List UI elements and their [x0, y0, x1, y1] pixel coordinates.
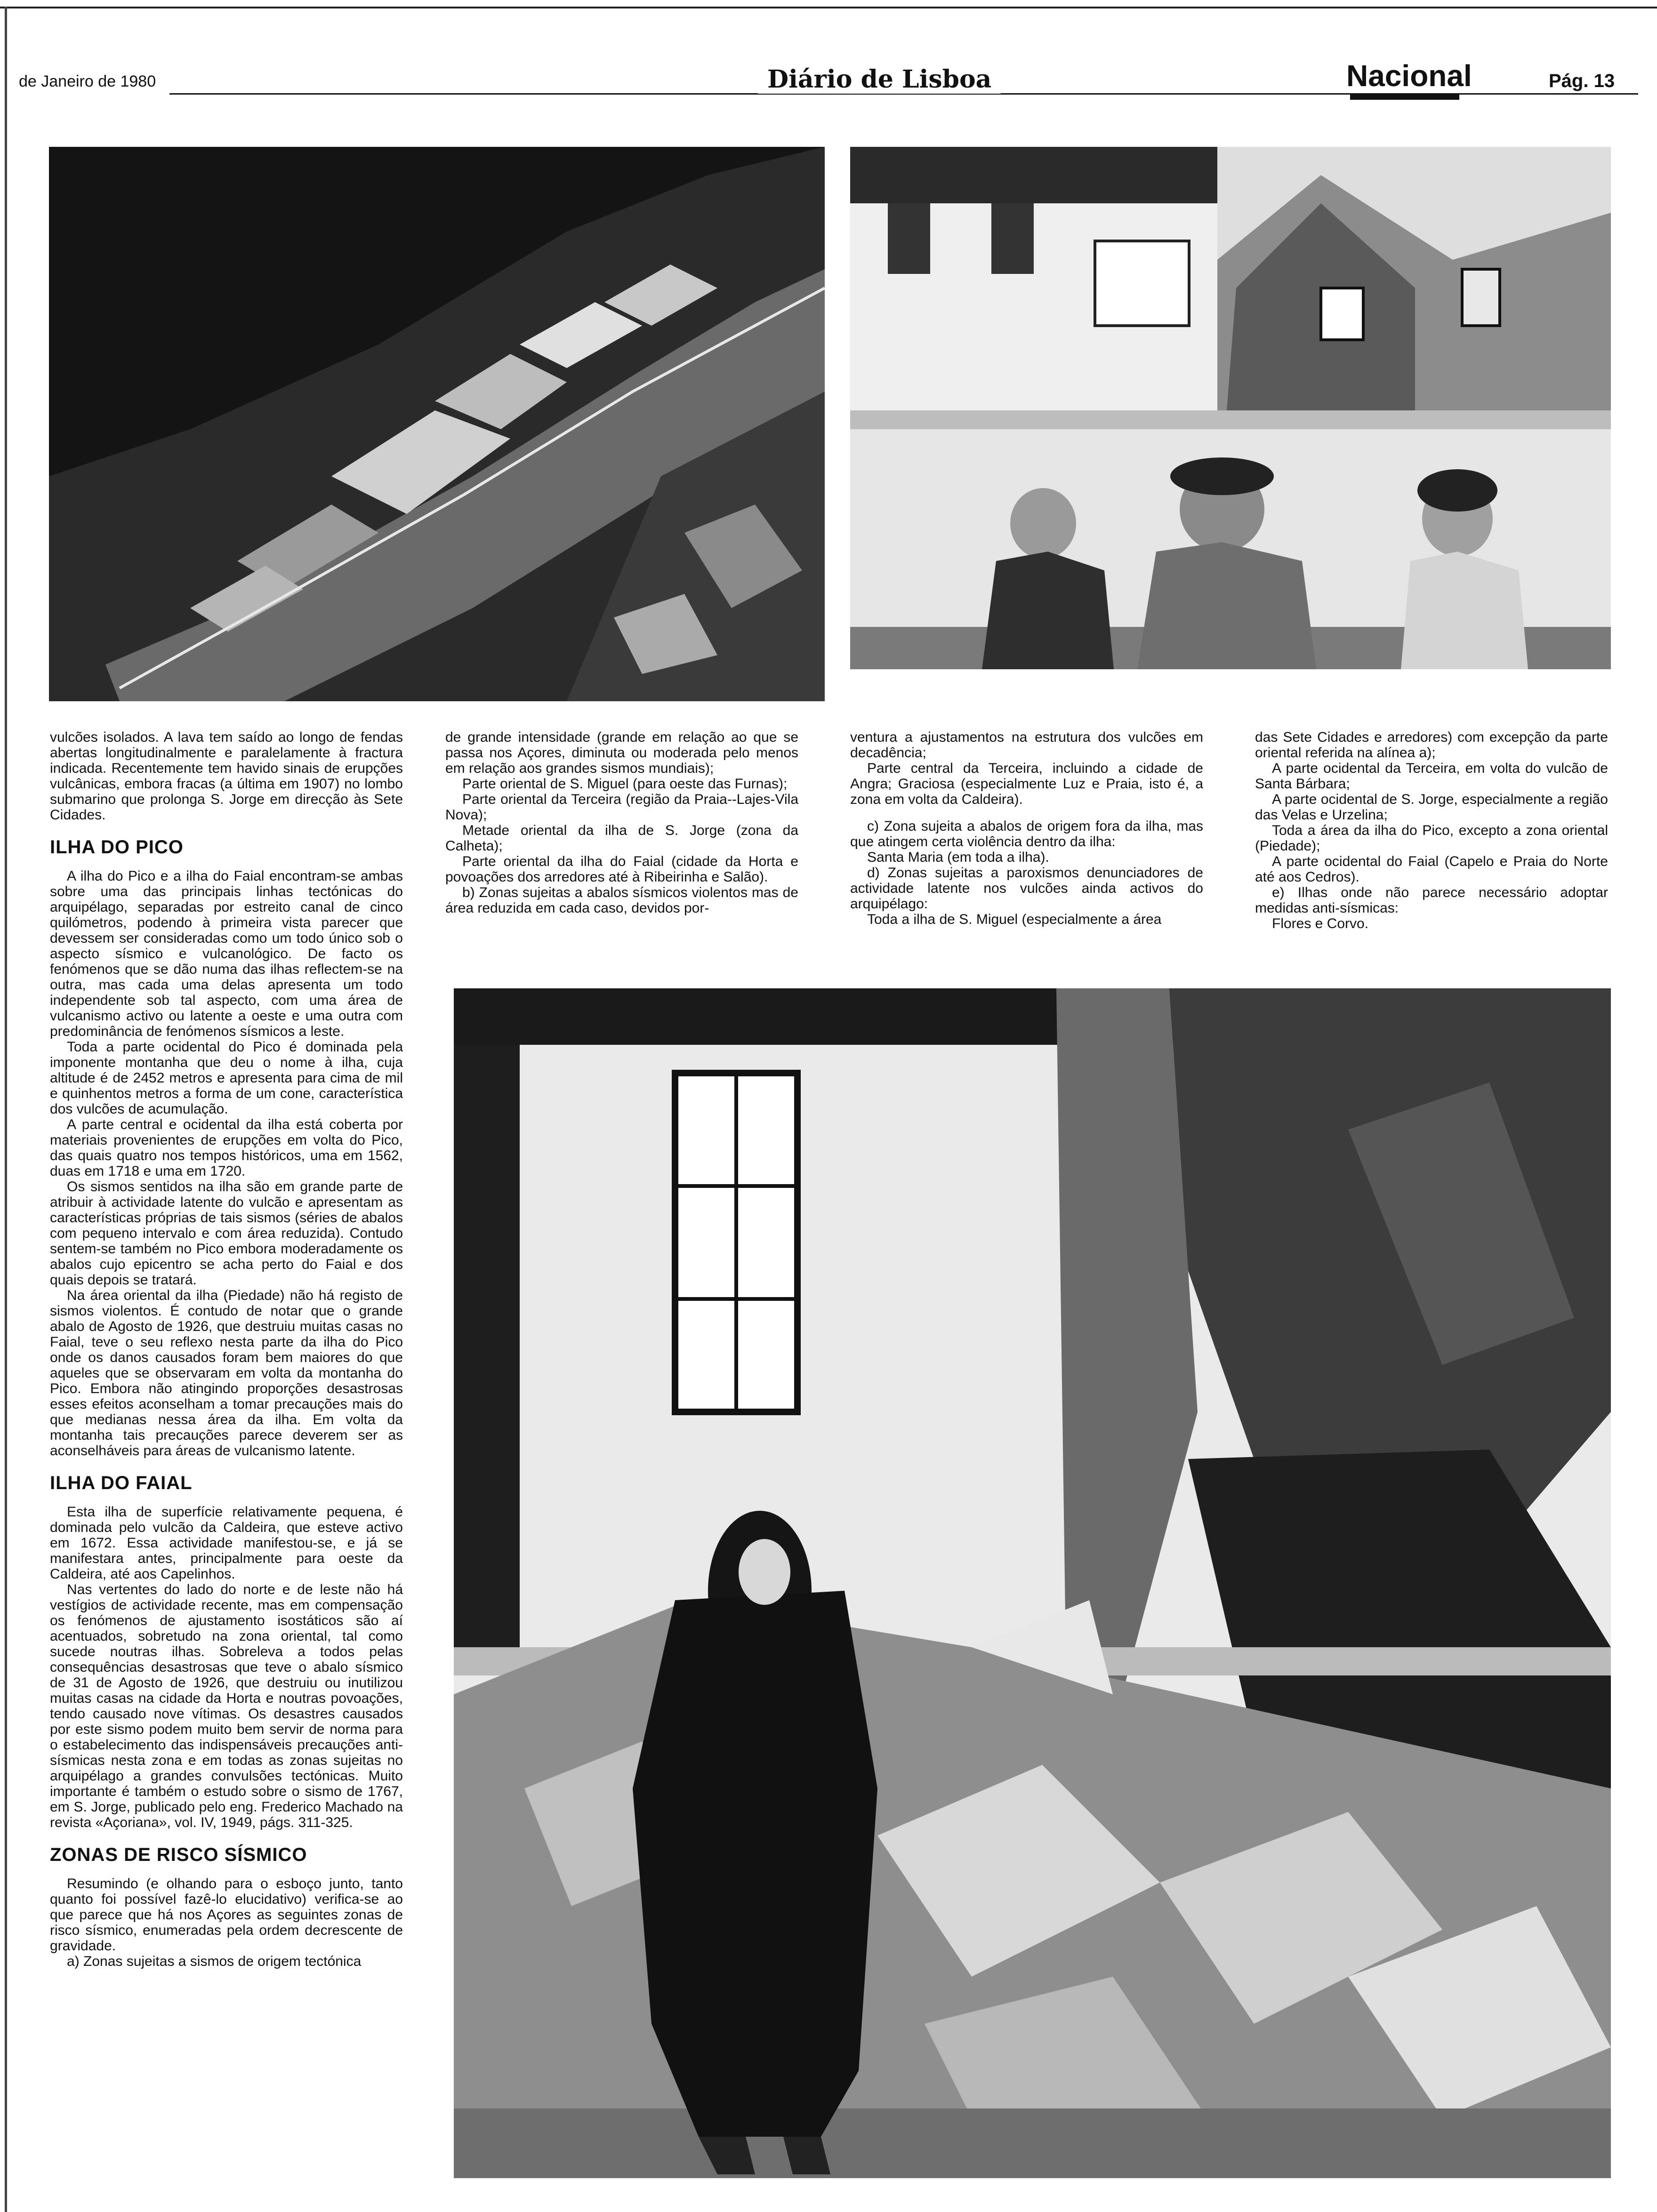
article-column-1 — [50, 729, 403, 1969]
people-photo-graphic — [850, 147, 1611, 669]
col3-paragraph-5: d) Zonas sujeitas a paroxismos denunciadores de actividade latente nos vulcões ainda activos do arquipélago: — [850, 865, 1203, 912]
col3-paragraph-4: Santa Maria (em toda a ilha). — [867, 850, 1049, 865]
section-title: Nacional — [1346, 59, 1472, 93]
page-header — [9, 59, 1638, 104]
photo-woman-ruins — [454, 988, 1611, 2178]
article-column-2 — [445, 729, 798, 916]
col4-paragraph-6: e) Ilhas onde não parece necessário adoptar medidas anti-sísmicas: — [1255, 885, 1608, 916]
page-label: Pág. — [1549, 71, 1589, 91]
col4-paragraph-2: A parte ocidental da Terceira, em volta do vulcão de Santa Bárbara; — [1255, 761, 1608, 792]
top-border — [0, 7, 1657, 8]
pico-paragraph-5: Na área oriental da ilha (Piedade) não há registo de sismos violentos. É contudo de notar que o grande abalo de Agosto de 1926, que destruiu muitas casas no Faial, teve o seu reflexo nesta parte da ilha do Pico onde os danos causados foram bem maiores do que aqueles que se observaram em volta da montanha do Pico. Embora não atingindo proporções desastrosas esses efeitos aconselham a tomar precauções mais do que medianas nessa área da ilha. Em volta da montanha tais precauções parece deverem ser as aconselháveis para áreas de vulcanismo latente. — [50, 1288, 403, 1459]
col3-paragraph-1: ventura a ajustamentos na estrutura dos vulcões em decadência; — [850, 729, 1203, 761]
col2-paragraph-3: Parte oriental da Terceira (região da Praia--Lajes-Vila Nova); — [445, 792, 798, 823]
faial-paragraph-2: Nas vertentes do lado do norte e de leste não há vestígios de actividade recente, mas em compensação os fenómenos de ajustamento isostáticos são aí acentuados, sobretudo na zona oriental, tal como sucede noutras ilhas. Sobreleva a todos pelas consequências desastrosas que teve o abalo sísmico de 31 de Agosto de 1926, que destruiu ou inutilizou muitas casas na cidade da Horta e noutras povoações, tendo causado nove vítimas. Os desastres causados por este sismo podem muito bem servir de norma para o estabelecimento das indispensáveis precauções anti-sísmicas nesta zona e em todas as zonas sujeitas no arquipélago a grandes convulsões tectónicas. Muito importante é também o estudo sobre o sismo de 1767, em S. Jorge, publicado pelo eng. Frederico Machado na revista «Açoriana», vol. IV, 1949, págs. 311-325. — [50, 1582, 403, 1830]
col4-paragraph-4: Toda a área da ilha do Pico, excepto a zona oriental (Piedade); — [1255, 823, 1608, 854]
heading-ilha-do-faial: ILHA DO FAIAL — [50, 1473, 193, 1493]
col4-paragraph-3: A parte ocidental de S. Jorge, especialmente a região das Velas e Urzelina; — [1255, 792, 1608, 823]
photo-aerial-village — [49, 147, 825, 701]
aerial-photo-graphic — [49, 147, 825, 701]
col3-paragraph-6: Toda a ilha de S. Miguel (especialmente a área — [867, 912, 1162, 927]
col4-paragraph-5: A parte ocidental do Faial (Capelo e Praia do Norte até aos Cedros). — [1255, 854, 1608, 885]
page-number-value: 13 — [1593, 71, 1615, 91]
ruins-photo-graphic — [454, 988, 1611, 2178]
col1-intro: vulcões isolados. A lava tem saído ao longo de fendas abertas longitudinalmente e paralelamente à fractura indicada. Recentemente tem havido sinais de erupções vulcânicas, embora fracas (a última em 1907) no lombo submarino que prolonga S. Jorge em direcção às Sete Cidades. — [50, 729, 403, 823]
col2-paragraph-5: Parte oriental da ilha do Faial (cidade da Horta e povoações dos arredores até à Ribeirinha e Salão). — [445, 854, 798, 885]
photo-people-by-wall — [850, 147, 1611, 669]
col4-paragraph-7: Flores e Corvo. — [1272, 916, 1369, 931]
col4-paragraph-1: das Sete Cidades e arredores) com excepção da parte oriental referida na alínea a); — [1255, 729, 1608, 761]
pico-paragraph-2: Toda a parte ocidental do Pico é dominada pela imponente montanha que deu o nome à ilha, cuja altitude é de 2452 metros e apresenta para cima de mil e quinhentos metros a forma de um cone, característica dos vulcões de acumulação. — [50, 1039, 403, 1117]
article-column-4 — [1255, 729, 1608, 931]
article-column-3 — [850, 729, 1203, 927]
faial-paragraph-1: Esta ilha de superfície relativamente pequena, é dominada pelo vulcão da Caldeira, que esteve activo em 1672. Essa actividade manifestou-se, e já se manifestara antes, principalmente para oeste da Caldeira, até aos Capelinhos. — [50, 1504, 403, 1582]
pico-paragraph-3: A parte central e ocidental da ilha está coberta por materiais provenientes de erupções em volta do Pico, das quais quatro nos tempos históricos, uma em 1562, duas em 1718 e uma em 1720. — [50, 1117, 403, 1179]
col2-paragraph-2: Parte oriental de S. Miguel (para oeste das Furnas); — [462, 776, 788, 792]
col2-paragraph-6: b) Zonas sujeitas a abalos sísmicos violentos mas de área reduzida em cada caso, devidos por- — [445, 885, 798, 916]
page-number — [1549, 71, 1615, 92]
heading-zonas-de-risco: ZONAS DE RISCO SÍSMICO — [50, 1844, 307, 1865]
section-underline — [1350, 94, 1459, 100]
newspaper-title: Diário de Lisboa — [758, 65, 1001, 94]
heading-ilha-do-pico: ILHA DO PICO — [50, 837, 184, 858]
pico-paragraph-1: A ilha do Pico e a ilha do Faial encontram-se ambas sobre uma das principais linhas tectónicas do arquipélago, separadas por estreito canal de cinco quilómetros, podendo à primeira vista parecer que devessem ser consideradas como um todo único sob o aspecto sísmico e vulcanológico. De facto os fenómenos que se dão numa das ilhas reflectem-se na outra, mas cada uma delas apresenta um todo independente sob tal aspecto, com uma área de vulcanismo activo ou latente a oeste e uma outra com predominância de fenómenos sísmicos a leste. — [50, 868, 403, 1039]
zonas-paragraph-2: a) Zonas sujeitas a sismos de origem tectónica — [67, 1954, 362, 1969]
pico-paragraph-4: Os sismos sentidos na ilha são em grande parte de atribuir à actividade latente do vulcão e apresentam as características próprias de tais sismos (séries de abalos com pequeno intervalo e com área reduzida). Contudo sentem-se também no Pico embora moderadamente os abalos cujo epicentro se acha perto do Faial e dos quais depois se tratará. — [50, 1179, 403, 1288]
left-border — [5, 7, 7, 2212]
zonas-paragraph-1: Resumindo (e olhando para o esboço junto, tanto quanto foi possível fazê-lo elucidativo) verifica-se ao que parece que há nos Açores as seguintes zonas de risco sísmico, enumeradas pela ordem decrescente de gravidade. — [50, 1876, 403, 1954]
col2-paragraph-4: Metade oriental da ilha de S. Jorge (zona da Calheta); — [445, 823, 798, 854]
header-date: de Janeiro de 1980 — [19, 72, 156, 90]
col3-paragraph-3: c) Zona sujeita a abalos de origem fora da ilha, mas que atingem certa violência dentro da ilha: — [850, 818, 1203, 850]
col2-paragraph-1: de grande intensidade (grande em relação ao que se passa nos Açores, diminuta ou moderada pelo menos em relação aos grandes sismos mundiais); — [445, 729, 798, 776]
col3-paragraph-2: Parte central da Terceira, incluindo a cidade de Angra; Graciosa (especialmente Luz e Praia, isto é, a zona em volta da Caldeira). — [850, 761, 1203, 807]
